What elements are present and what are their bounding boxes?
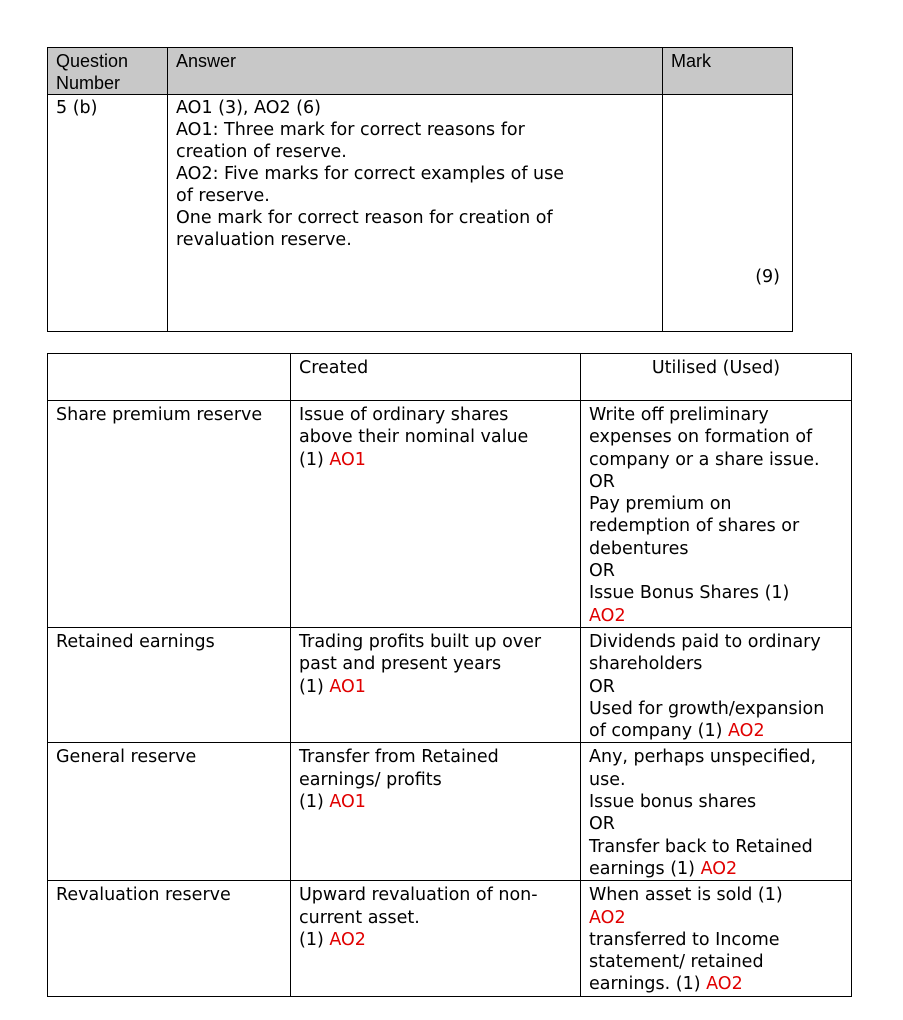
answer-line: AO2: Five marks for correct examples of use bbox=[176, 164, 565, 184]
header-question-number: Question Number bbox=[48, 48, 168, 95]
reserve-name: Revaluation reserve bbox=[48, 881, 291, 996]
question-number: 5 (b) bbox=[48, 95, 168, 332]
ao-tag: AO1 bbox=[329, 676, 366, 697]
mark-cell bbox=[663, 95, 793, 332]
ao-tag: AO2 bbox=[728, 721, 765, 742]
reserve-name: Retained earnings bbox=[48, 627, 291, 742]
ao-tag: AO2 bbox=[329, 929, 366, 950]
answer-line: AO1 (3), AO2 (6) bbox=[176, 98, 321, 118]
ao-tag: AO2 bbox=[589, 907, 626, 928]
mark-scheme-table bbox=[47, 47, 793, 332]
table-row bbox=[48, 743, 852, 881]
header-mark: Mark bbox=[663, 48, 793, 95]
created-cell: Issue of ordinary shares above their nominal value (1) AO1 bbox=[291, 401, 581, 628]
utilised-cell: Dividends paid to ordinary shareholders OR Used for growth/expansion of company (1) AO2 bbox=[581, 627, 852, 742]
table-row bbox=[48, 881, 852, 996]
answer-line: creation of reserve. bbox=[176, 142, 347, 162]
utilised-cell: Write off preliminary expenses on formation of company or a share issue. OR Pay premium on redemption of shares or debentures OR Issue Bonus Shares (1) AO2 bbox=[581, 401, 852, 628]
table-row bbox=[48, 627, 852, 742]
ao-tag: AO2 bbox=[700, 858, 738, 879]
ao-tag: AO1 bbox=[329, 792, 366, 813]
utilised-cell: Any, perhaps unspecified, use. Issue bonus shares OR Transfer back to Retained earnings (1) AO2 bbox=[581, 743, 852, 881]
reserve-name: General reserve bbox=[48, 743, 291, 881]
created-cell: Trading profits built up over past and present years (1) AO1 bbox=[291, 627, 581, 742]
answer-line: of reserve. bbox=[176, 186, 270, 206]
answer-text bbox=[168, 95, 663, 332]
answer-line: One mark for correct reason for creation of bbox=[176, 208, 553, 228]
created-cell: Upward revaluation of non- current asset. (1) AO2 bbox=[291, 881, 581, 996]
utilised-cell: When asset is sold (1) AO2 transferred to Income statement/ retained earnings. (1) AO2 bbox=[581, 881, 852, 996]
reserve-name: Share premium reserve bbox=[48, 401, 291, 628]
table-row bbox=[48, 401, 852, 628]
mark-scheme-header-row bbox=[48, 48, 793, 95]
mark-value: (9) bbox=[755, 267, 780, 287]
answer-line: AO1: Three mark for correct reasons for bbox=[176, 120, 525, 140]
header-created: Created bbox=[291, 354, 581, 401]
header-blank bbox=[48, 354, 291, 401]
ao-tag: AO1 bbox=[329, 449, 366, 470]
ao-tag: AO2 bbox=[589, 605, 626, 626]
reserves-table bbox=[47, 353, 852, 997]
header-answer: Answer bbox=[168, 48, 663, 95]
header-utilised: Utilised (Used) bbox=[581, 354, 852, 401]
answer-line: revaluation reserve. bbox=[176, 230, 352, 250]
created-cell: Transfer from Retained earnings/ profits (1) AO1 bbox=[291, 743, 581, 881]
ao-tag: AO2 bbox=[706, 974, 743, 995]
mark-scheme-row bbox=[48, 95, 793, 332]
reserves-header-row bbox=[48, 354, 852, 401]
